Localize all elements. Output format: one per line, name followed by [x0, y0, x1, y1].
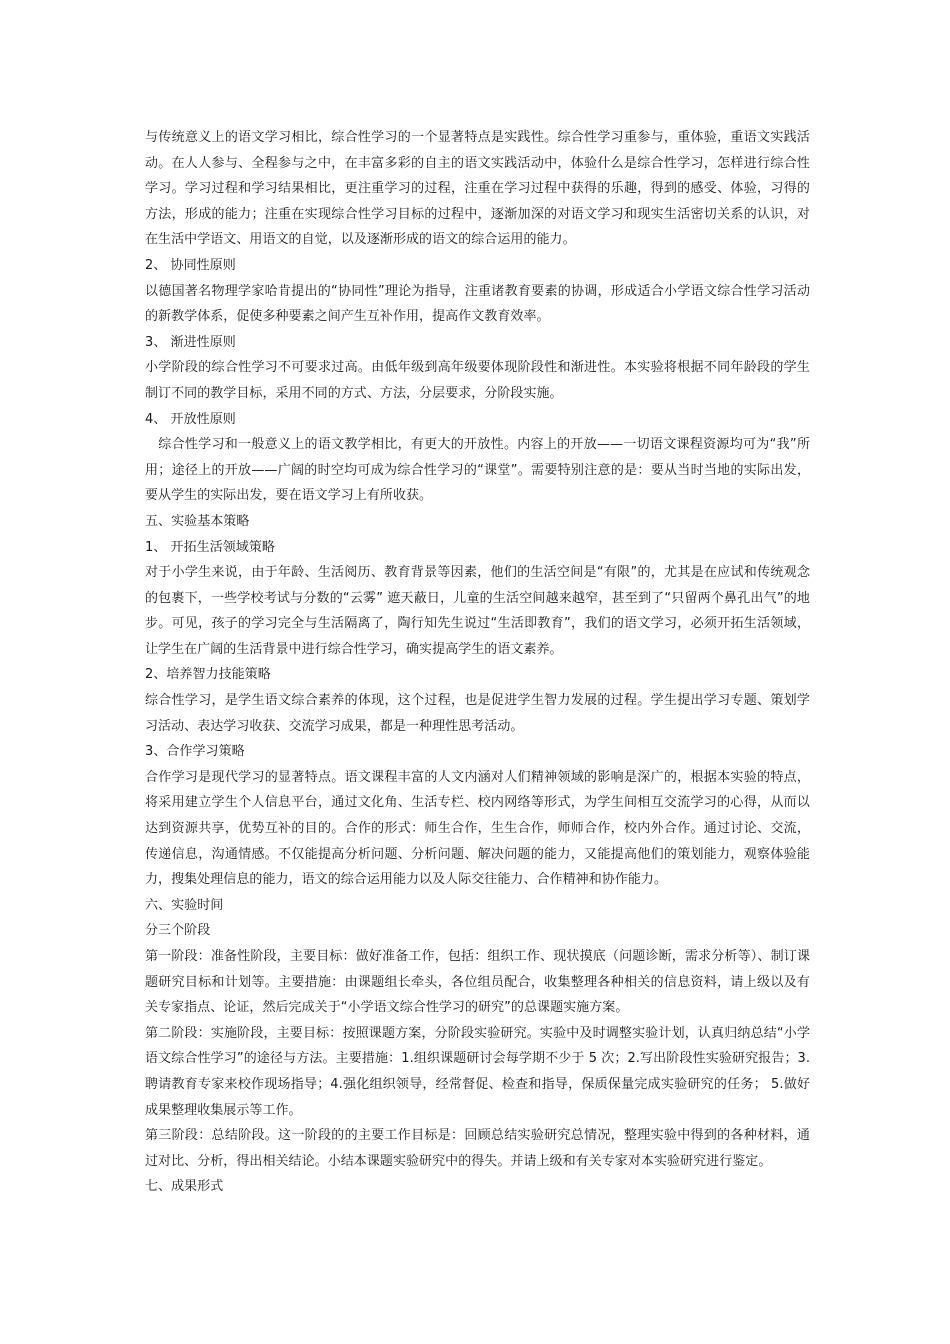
paragraph-openness: 综合性学习和一般意义上的语文教学相比，有更大的开放性。内容上的开放——一切语文课程资源均可为“我”所用；途径上的开放——广阔的时空均可成为综合性学习的“课堂”。需要特别注意的是：要从当时当地的实际出发，要从学生的实际出发，要在语文学习上有所收获。 — [145, 437, 810, 504]
paragraph-stage-three: 第三阶段：总结阶段。这一阶段的的主要工作目标是：回顾总结实验研究总情况，整理实验中得到的各种材料，通过对比、分析，得出相关结论。小结本课题实验研究中的得失。并请上级和有关专家对本实验研究进行鉴定。 — [145, 1128, 810, 1169]
heading-section-seven: 七、成果形式 — [145, 1179, 224, 1195]
heading-section-five: 五、实验基本策略 — [145, 513, 250, 529]
paragraph-coordination: 以德国著名物理学家哈肯提出的“协同性”理论为指导，注重诸教育要素的协调，形成适合小学语文综合性学习活动的新教学体系，促使多种要素之间产生互补作用，提高作文教育效率。 — [145, 283, 810, 325]
document-body — [145, 125, 810, 1200]
heading-cooperation-strategy: 3、合作学习策略 — [145, 744, 245, 760]
heading-openness-principle: 4、 开放性原则 — [145, 411, 236, 427]
paragraph-gradual: 小学阶段的综合性学习不可要求过高。由低年级到高年级要体现阶段性和渐进性。本实验将根据不同年龄段的学生制订不同的教学目标，采用不同的方式、方法，分层要求，分阶段实施。 — [145, 360, 810, 401]
heading-life-domain-strategy: 1、 开拓生活领域策略 — [145, 539, 275, 555]
paragraph-stage-two: 第二阶段：实施阶段，主要目标：按照课题方案，分阶段实验研究。实验中及时调整实验计划，认真归纳总结“小学语文综合性学习”的途径与方法。主要措施：1.组织课题研讨会每学期不少于 5 次；2.写出阶段性实验研究报告；3.聘请教育专家来校作现场指导；4.强化组织领导，经常督促、检查和指导，保质保量完成实验研究的任务； 5.做好成果整理收集展示等工作。 — [145, 1025, 810, 1118]
paragraph-three-stages: 分三个阶段 — [145, 923, 211, 939]
heading-intellect-strategy: 2、培养智力技能策略 — [145, 667, 271, 683]
paragraph-cooperation: 合作学习是现代学习的显著特点。语文课程丰富的人文内涵对人们精神领域的影响是深广的，根据本实验的特点，将采用建立学生个人信息平台，通过文化角、生活专栏、校内网络等形式，为学生间相互交流学习的心得，从而以达到资源共享，优势互补的目的。合作的形式：师生合作，生生合作，师师合作，校内外合作。通过讨论、交流，传递信息，沟通情感。不仅能提高分析问题、分析问题、解决问题的能力，又能提高他们的策划能力，观察体验能力，搜集处理信息的能力，语文的综合运用能力以及人际交往能力、合作精神和协作能力。 — [145, 769, 810, 888]
heading-coordination-principle: 2、 协同性原则 — [145, 257, 236, 273]
heading-section-six: 六、实验时间 — [145, 897, 224, 913]
paragraph-intellect: 综合性学习，是学生语文综合素养的体现，这个过程，也是促进学生智力发展的过程。学生提出学习专题、策划学习活动、表达学习收获、交流学习成果，都是一种理性思考活动。 — [145, 693, 810, 734]
paragraph-stage-one: 第一阶段：准备性阶段，主要目标：做好准备工作，包括：组织工作、现状摸底（问题诊断，需求分析等）、制订课题研究目标和计划等。主要措施：由课题组长牵头，各位组员配合，收集整理各种相关的信息资料，请上级以及有关专家指点、论证，然后完成关于“小学语文综合性学习的研究”的总课题实施方案。 — [145, 949, 810, 1016]
paragraph-practice: 与传统意义上的语文学习相比，综合性学习的一个显著特点是实践性。综合性学习重参与，重体验，重语文实践活动。在人人参与、全程参与之中，在丰富多彩的自主的语文实践活动中，体验什么是综合性学习，怎样进行综合性学习。学习过程和学习结果相比，更注重学习的过程，注重在学习过程中获得的乐趣，得到的感受、体验，习得的方法，形成的能力；注重在实现综合性学习目标的过程中，逐渐加深的对语文学习和现实生活密切关系的认识，对在生活中学语文、用语文的自觉，以及逐渐形成的语文的综合运用的能力。 — [145, 130, 810, 248]
heading-gradual-principle: 3、 渐进性原则 — [145, 334, 236, 350]
paragraph-life-domain: 对于小学生来说，由于年龄、生活阅历、教育背景等因素，他们的生活空间是“有限”的，尤其是在应试和传统观念的包裹下，一些学校考试与分数的“云雾” 遮天蔽日，儿童的生活空间越来越窄，甚至到了“只留两个鼻孔出气”的地步。可见，孩子的学习完全与生活隔离了，陶行知先生说过“生活即教育”，我们的语文学习，必须开拓生活领域，让学生在广阔的生活背景中进行综合性学习，确实提高学生的语文素养。 — [145, 565, 810, 657]
